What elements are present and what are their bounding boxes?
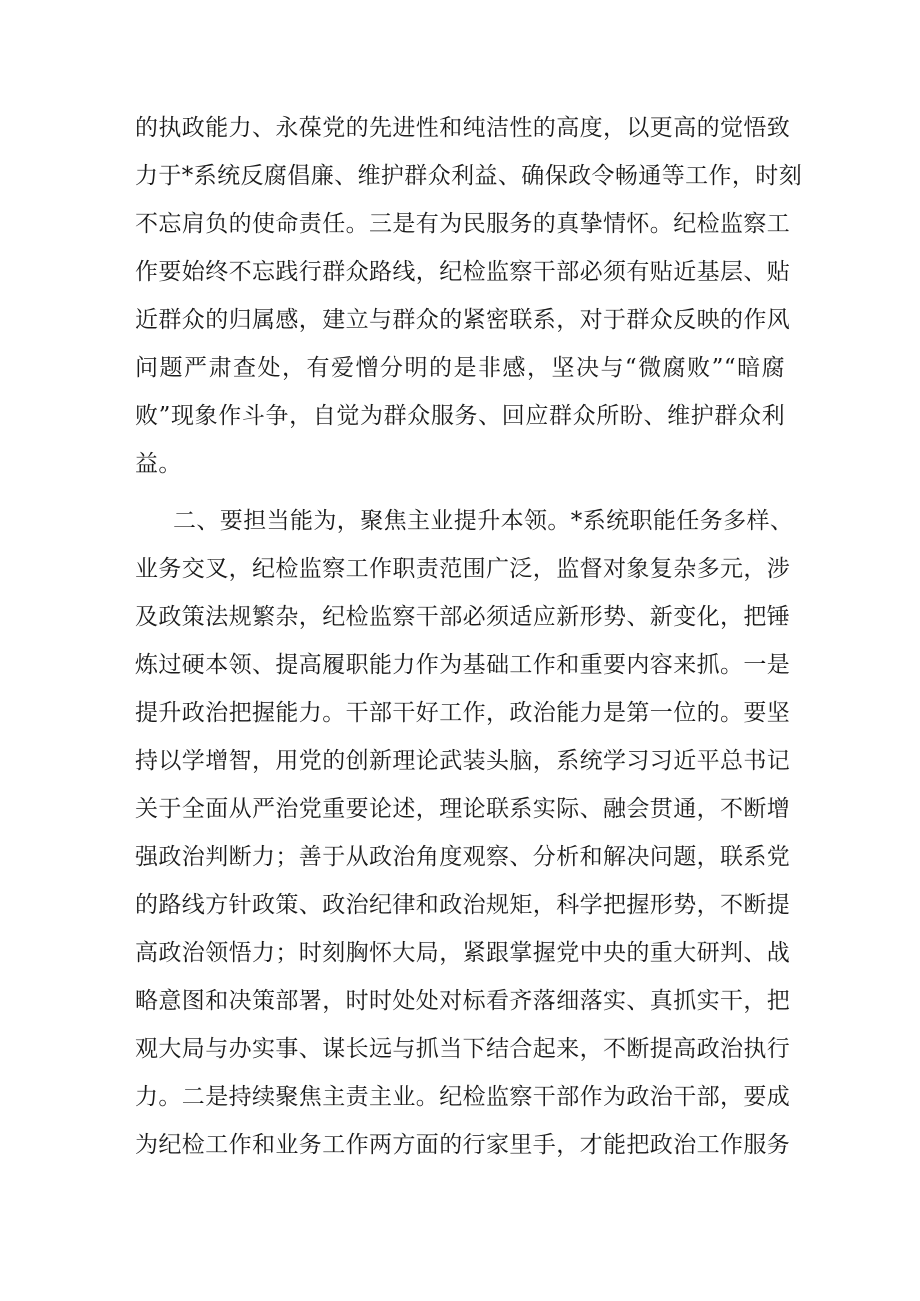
paragraph-2-line-11: 略意图和决策部署，时时处处对标看齐落细落实、真抓实干，把: [135, 988, 791, 1014]
paragraph-2-line-8: 强政治判断力；善于从政治角度观察、分析和解决问题，联系党: [135, 844, 791, 870]
paragraph-2-line-9: 的路线方针政策、政治纪律和政治规矩，科学把握形势，不断提: [135, 892, 791, 918]
paragraph-1-line-4: 作要始终不忘践行群众路线，纪检监察干部必须有贴近基层、贴: [135, 259, 791, 285]
paragraph-1-line-5: 近群众的归属感，建立与群众的紧密联系，对于群众反映的作风: [135, 307, 791, 333]
paragraph-2-line-1: 二、要担当能为，聚焦主业提升本领。*系统职能任务多样、: [173, 508, 794, 534]
paragraph-2: [135, 497, 794, 1169]
paragraph-1-line-8: 益。: [135, 451, 182, 477]
paragraph-1-line-2: 力于*系统反腐倡廉、维护群众利益、确保政令畅通等工作，时刻: [135, 163, 803, 189]
paragraph-2-line-10: 高政治领悟力；时刻胸怀大局，紧跟掌握党中央的重大研判、战: [135, 940, 791, 966]
paragraph-1-line-6: 问题严肃查处，有爱憎分明的是非感，坚决与“微腐败”“暗腐: [135, 355, 785, 381]
paragraph-1-line-1: 的执政能力、永葆党的先进性和纯洁性的高度，以更高的觉悟致: [135, 115, 791, 141]
paragraph-2-line-13: 力。二是持续聚焦主责主业。纪检监察干部作为政治干部，要成: [135, 1084, 791, 1110]
paragraph-2-line-7: 关于全面从严治党重要论述，理论联系实际、融会贯通，不断增: [135, 796, 791, 822]
paragraph-2-line-3: 及政策法规繁杂，纪检监察干部必须适应新形势、新变化，把锤: [135, 604, 791, 630]
paragraph-1-line-3: 不忘肩负的使命责任。三是有为民服务的真挚情怀。纪检监察工: [135, 211, 791, 237]
paragraph-2-line-4: 炼过硬本领、提高履职能力作为基础工作和重要内容来抓。一是: [135, 652, 791, 678]
paragraph-2-line-5: 提升政治把握能力。干部干好工作，政治能力是第一位的。要坚: [135, 700, 791, 726]
paragraph-2-line-2: 业务交叉，纪检监察工作职责范围广泛，监督对象复杂多元，涉: [135, 556, 791, 582]
paragraph-1-line-7: 败”现象作斗争，自觉为群众服务、回应群众所盼、维护群众利: [135, 403, 785, 429]
paragraph-2-line-6: 持以学增智，用党的创新理论武装头脑，系统学习习近平总书记: [135, 748, 791, 774]
paragraph-1: [135, 104, 803, 488]
paragraph-2-line-12: 观大局与办实事、谋长远与抓当下结合起来，不断提高政治执行: [135, 1036, 791, 1062]
paragraph-2-line-14: 为纪检工作和业务工作两方面的行家里手，才能把政治工作服务: [135, 1132, 791, 1158]
